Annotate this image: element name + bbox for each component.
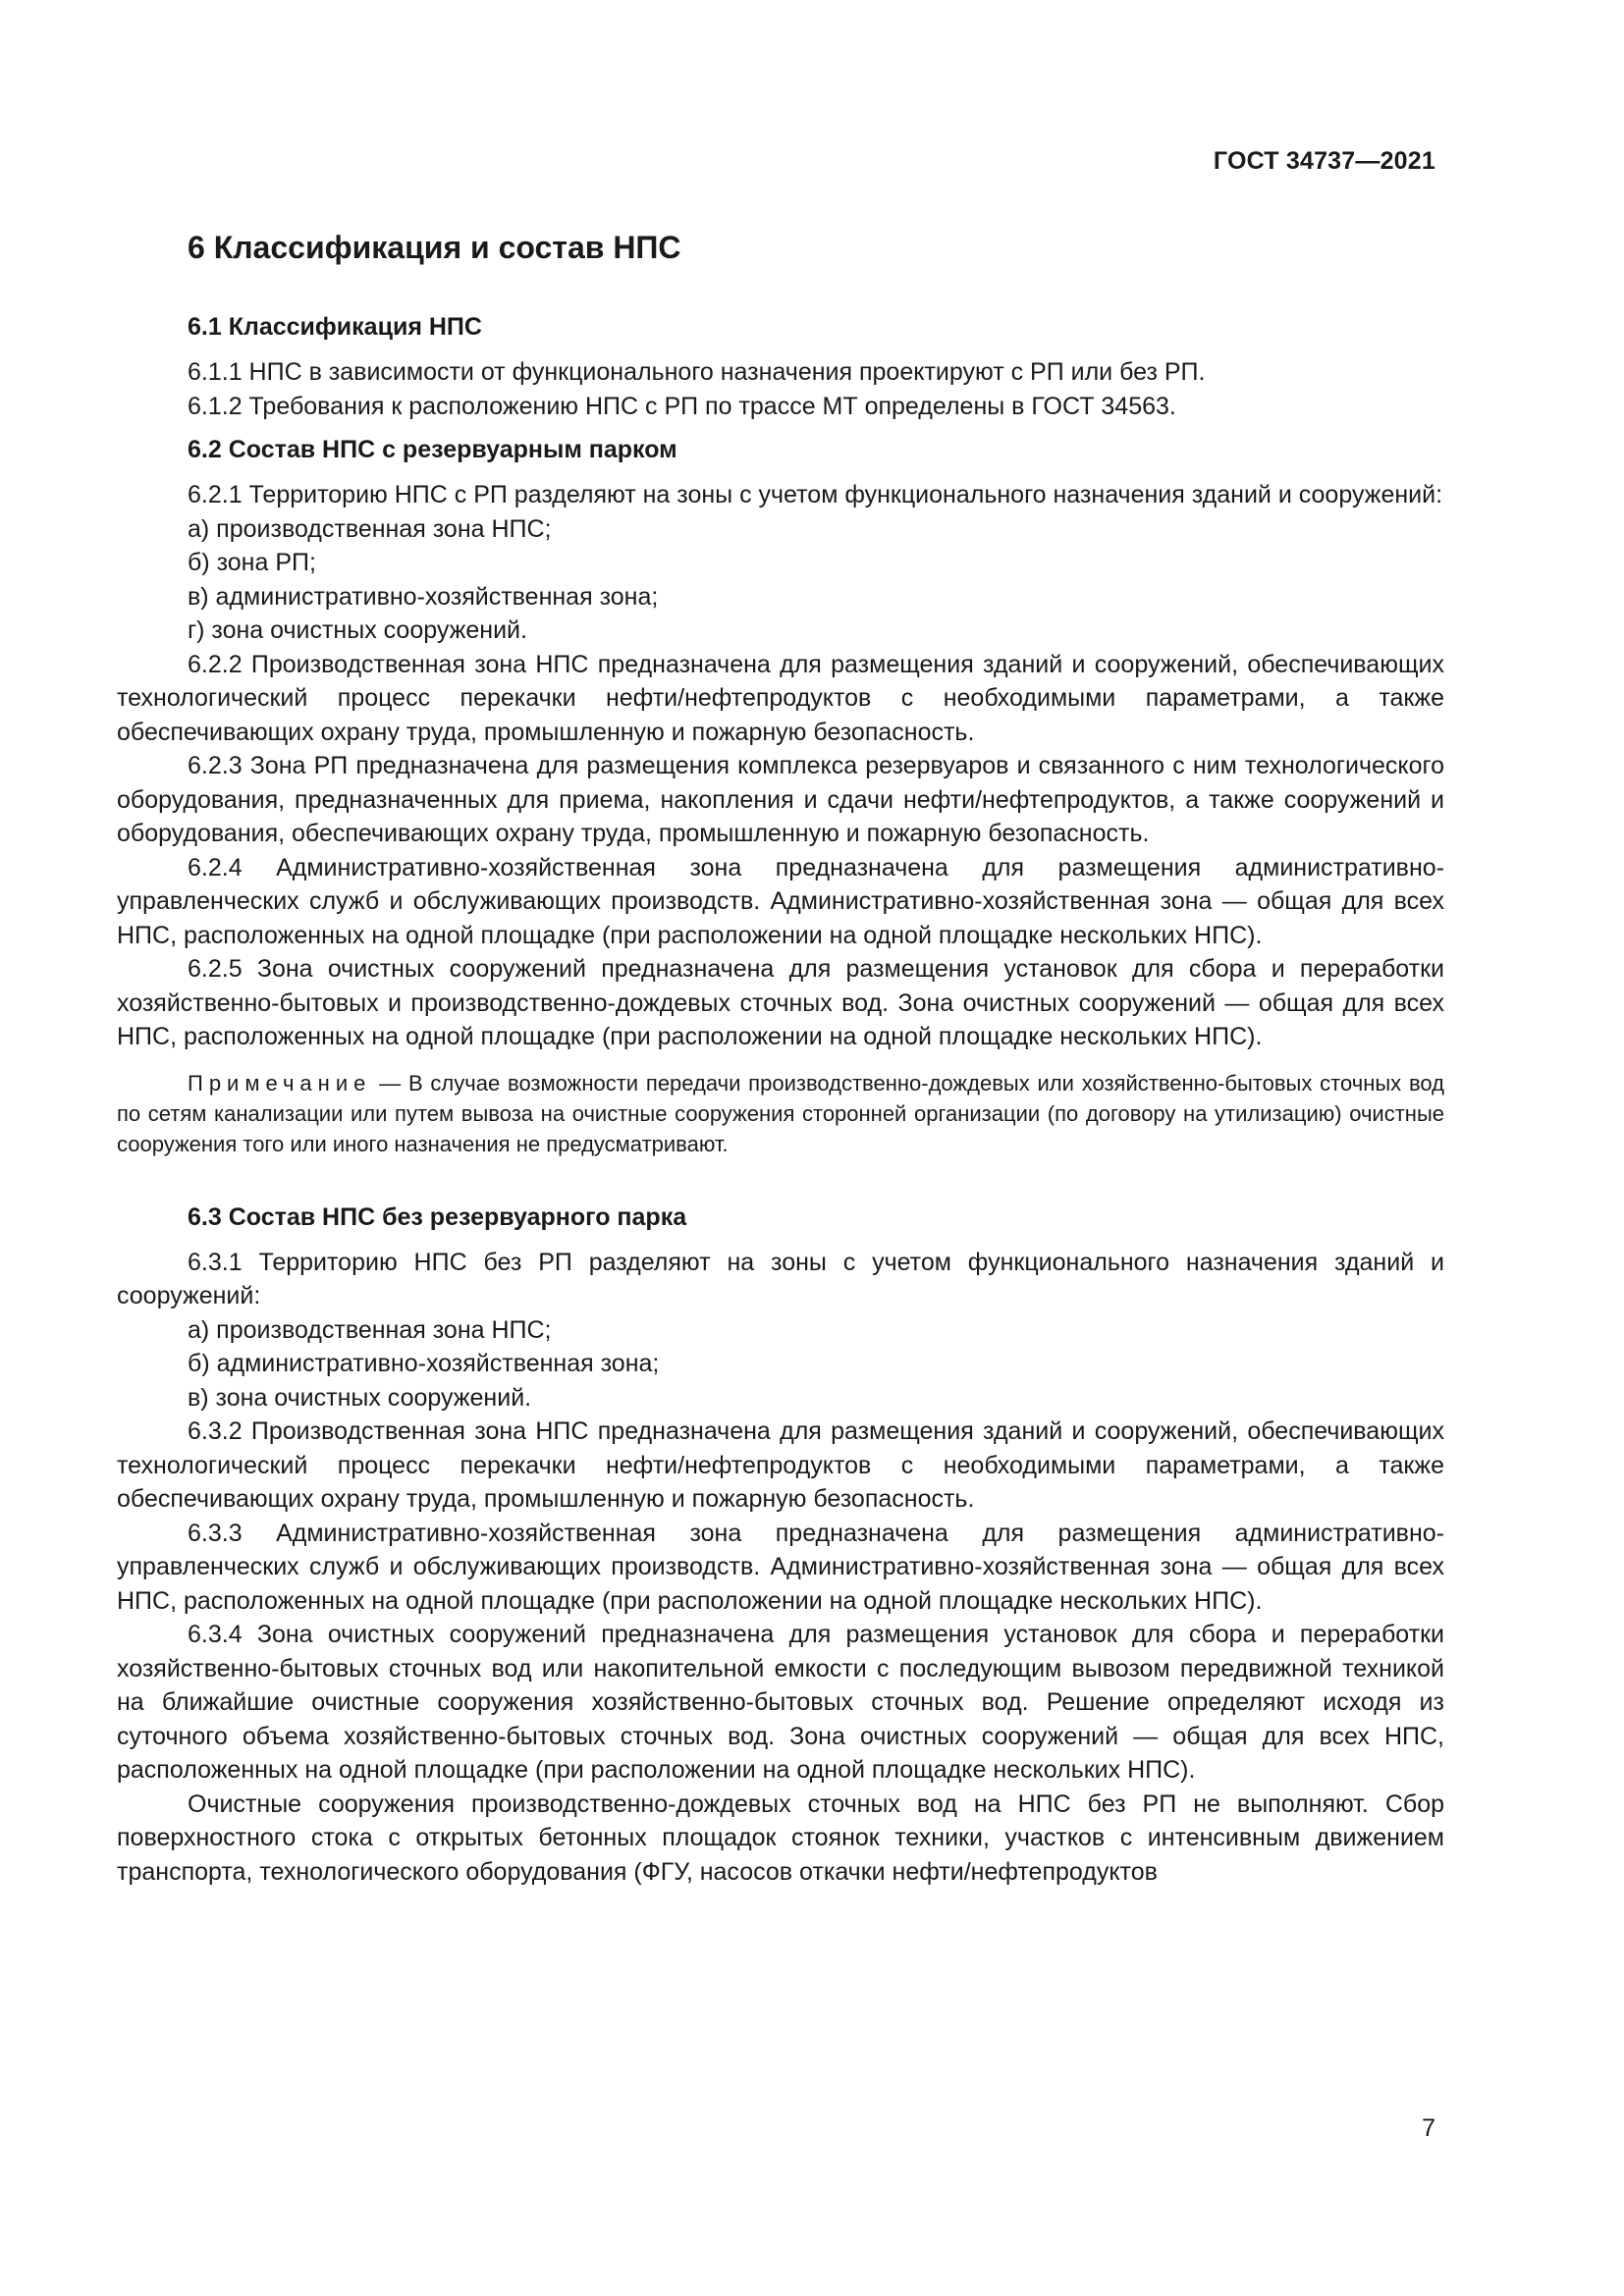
paragraph-6-3-4-continued: Очистные сооружения производственно-дождевых сточных вод на НПС без РП не выполняют. Сбор поверхностного стока с открытых бетонных площадок стоянок техники, участков с интенсивным движением транспорта, технологического оборудования (ФГУ, насосов откачки нефти/нефтепродуктов	[117, 1789, 1444, 1886]
list-item: б) административно-хозяйственная зона;	[188, 1350, 660, 1377]
subsection-heading-6-1: 6.1 Классификация НПС	[188, 313, 482, 341]
paragraph-6-2-2: 6.2.2 Производственная зона НПС предназначена для размещения зданий и сооружений, обеспечивающих технологический процесс перекачки нефти/нефтепродуктов с необходимыми параметрами, а также обеспечивающих охрану труда, промышленную и пожарную безопасность.	[117, 650, 1444, 746]
document-body	[117, 228, 1444, 1889]
list-item: в) административно-хозяйственная зона;	[188, 582, 659, 611]
list-item: а) производственная зона НПС;	[188, 1315, 552, 1344]
page-number: 7	[1422, 2114, 1435, 2142]
paragraph-6-1-1: 6.1.1 НПС в зависимости от функционального назначения проектируют с РП или без РП.	[188, 358, 1206, 386]
note	[117, 1068, 1444, 1159]
paragraph-6-3-3: 6.3.3 Административно-хозяйственная зона предназначена для размещения административно-управленческих служб и обслуживающих производств. Административно-хозяйственная зона — общая для всех НПС, расположенных на одной площадке (при расположении на одной площадке нескольких НПС).	[117, 1519, 1444, 1615]
note-label: Примечание	[188, 1070, 372, 1095]
paragraph-6-2-1: 6.2.1 Территорию НПС с РП разделяют на зоны с учетом функционального назначения зданий и сооружений:	[188, 481, 1443, 508]
section-title: 6 Классификация и состав НПС	[188, 230, 681, 265]
subsection-heading-6-2: 6.2 Состав НПС с резервуарным парком	[188, 436, 677, 463]
list-item: г) зона очистных сооружений.	[188, 616, 527, 644]
document-code: ГОСТ 34737—2021	[1213, 147, 1435, 175]
list-item: в) зона очистных сооружений.	[188, 1383, 532, 1412]
list-item: а) производственная зона НПС;	[188, 514, 552, 543]
paragraph-6-2-3: 6.2.3 Зона РП предназначена для размещения комплекса резервуаров и связанного с ним технологического оборудования, предназначенных для приема, накопления и сдачи нефти/нефтепродуктов, а также сооружений и оборудования, обеспечивающих охрану труда, промышленную и пожарную безопасность.	[117, 752, 1444, 847]
note-text: — В случае возможности передачи производственно-дождевых или хозяйственно-бытовых сточных вод по сетям канализации или путем вывоза на очистные сооружения сторонней организации (по договору на утилизацию) очистные сооружения того или иного назначения не предусматривают.	[117, 1070, 1444, 1156]
paragraph-6-1-2: 6.1.2 Требования к расположению НПС с РП по трассе МТ определены в ГОСТ 34563.	[188, 392, 1176, 420]
paragraph-6-3-4: 6.3.4 Зона очистных сооружений предназначена для размещения установок для сбора и переработки хозяйственно-бытовых сточных вод или накопительной емкости с последующим вывозом передвижной техникой на ближайшие очистные сооружения хозяйственно-бытовых сточных вод. Решение определяют исходя из суточного объема хозяйственно-бытовых сточных вод. Зона очистных сооружений — общая для всех НПС, расположенных на одной площадке (при расположении на одной площадке нескольких НПС).	[117, 1621, 1444, 1784]
paragraph-6-3-1: 6.3.1 Территорию НПС без РП разделяют на зоны с учетом функционального назначения зданий и сооружений:	[117, 1248, 1444, 1309]
paragraph-6-3-2: 6.3.2 Производственная зона НПС предназначена для размещения зданий и сооружений, обеспечивающих технологический процесс перекачки нефти/нефтепродуктов с необходимыми параметрами, а также обеспечивающих охрану труда, промышленную и пожарную безопасность.	[117, 1417, 1444, 1513]
subsection-heading-6-3: 6.3 Состав НПС без резервуарного парка	[188, 1202, 687, 1231]
paragraph-6-2-5: 6.2.5 Зона очистных сооружений предназначена для размещения установок для сбора и переработки хозяйственно-бытовых и производственно-дождевых сточных вод. Зона очистных сооружений — общая для всех НПС, расположенных на одной площадке (при расположении на одной площадке нескольких НПС).	[117, 955, 1444, 1050]
list-item: б) зона РП;	[188, 549, 316, 576]
paragraph-6-2-4: 6.2.4 Административно-хозяйственная зона предназначена для размещения административно-управленческих служб и обслуживающих производств. Административно-хозяйственная зона — общая для всех НПС, расположенных на одной площадке (при расположении на одной площадке нескольких НПС).	[117, 853, 1444, 949]
